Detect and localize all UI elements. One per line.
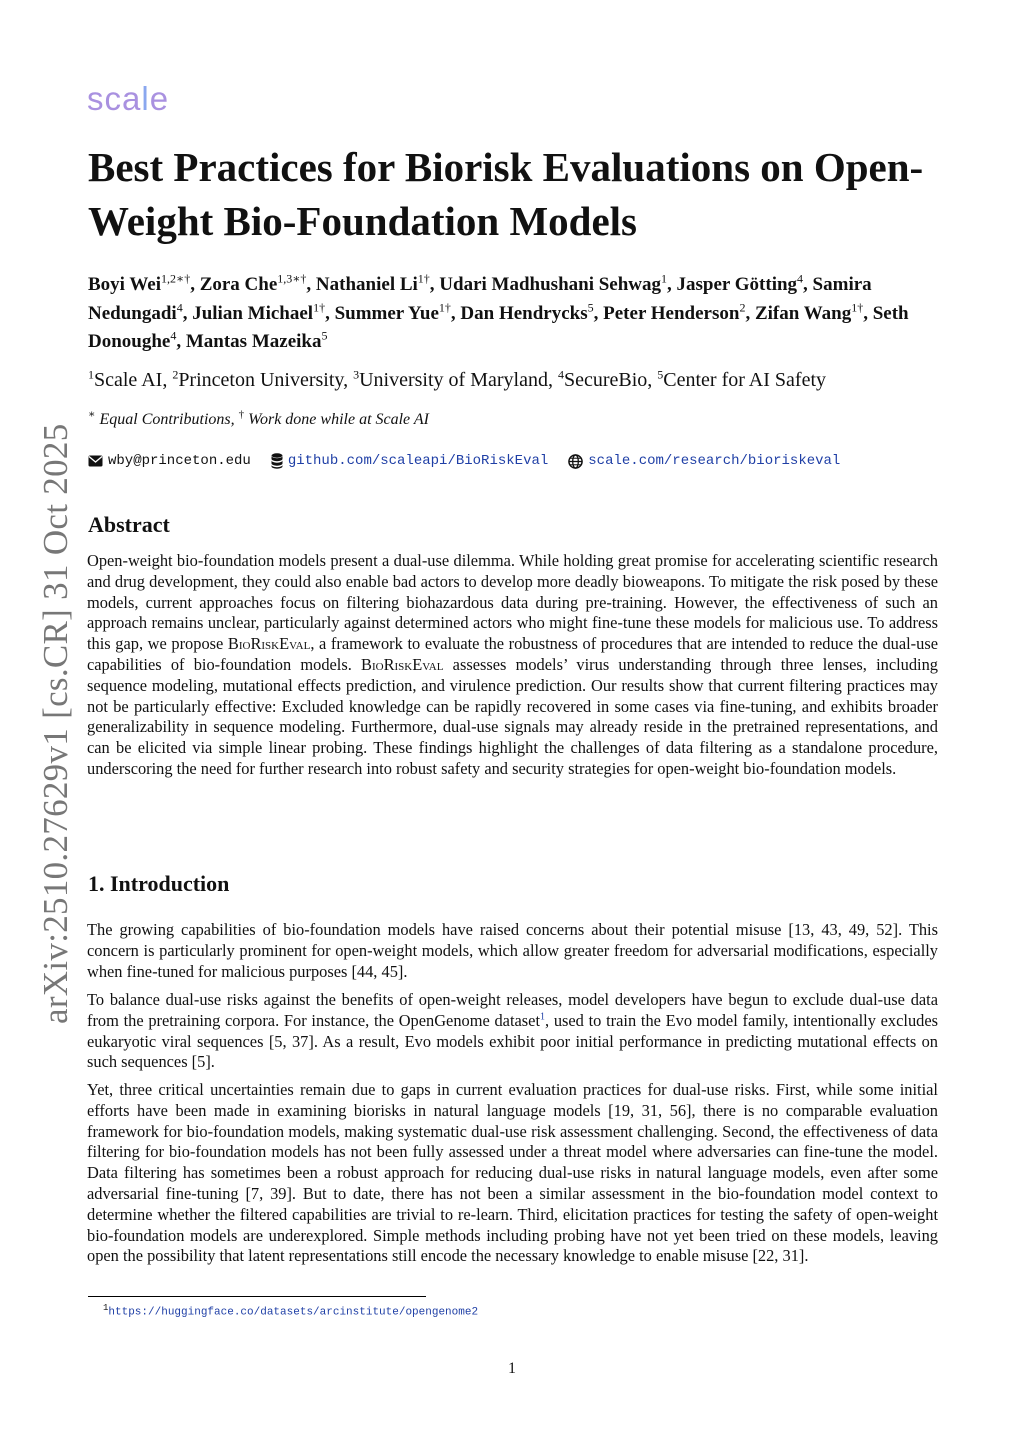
author: Seth Donoughe$^4$ (88, 302, 909, 352)
affiliation: $^3$University of Maryland (353, 367, 548, 391)
globe-icon (568, 454, 583, 469)
affiliation: $^2$Princeton University (172, 367, 344, 391)
framework-name: BioRiskEval (227, 634, 311, 654)
author: Julian Michael$^{1\dagger}$ (192, 300, 326, 324)
abstract-text: Open-weight bio-foundation models present a dual-use dilemma. While holding great promise for accelerating scientific research and drug development, they could also enable bad actors to develop more deadly bioweapons. To mitigate the risk posed by these models, current approaches focus on filtering biohazardous data during pre-training. However, the effectiveness of such an approach remains unclear, particularly against determined actors who might fine-tune these models for malicious use. To address this gap, we propose BioRiskEval, a framework to evaluate the robustness of procedures that are intended to reduce the dual-use capabilities of bio-foundation models. BioRiskEval assesses models’ virus understanding through three lenses, including sequence modeling, mutational effects prediction, and virulence prediction. Our results show that current filtering practices may not be particularly effective: Excluded knowledge can be rapidly recovered in some cases via fine-tuning, and exhibits broader generalizability in sequence modeling. Furthermore, dual-use signals may already reside in the pretrained representations, and can be elicited via simple linear probing. These findings highlight the challenges of data filtering as a standalone procedure, underscoring the need for further research into robust safety and security strategies for open-weight bio-foundation models. (87, 551, 938, 778)
author: Nathaniel $Li^{1\dagger}$ (315, 271, 430, 295)
author: Dan Hendrycks$^5$ (460, 300, 594, 324)
contribution-note: ∗ Equal Contributions, † Work done while at Scale AI (88, 408, 429, 428)
author: Summer Yue$^{1\dagger}$ (334, 300, 451, 324)
affiliations: $^1$Scale AI, $^2$Princeton University, $^3$University of Maryland, $^4$SecureBio, $^5$Center for AI Safety (88, 367, 827, 391)
footnote-marker[interactable]: 1 (540, 1011, 545, 1023)
envelope-icon (88, 455, 103, 467)
paper-title: Best Practices for Biorisk Evaluations on Open-Weight Bio-Foundation Models (88, 144, 924, 244)
page-number: 1 (508, 1360, 516, 1377)
framework-name: BioRiskEval (361, 654, 444, 674)
introduction-heading: 1. Introduction (88, 871, 230, 896)
contact-links (88, 453, 860, 469)
footnote-divider (88, 1296, 426, 1297)
author: Udari Madhushani Sehwag$^1$ (439, 271, 668, 295)
author-list: Boyi Wei$^{1,2∗\dagger}$, Zora Che$^{1,3∗\dagger}$, Nathaniel $Li^{1\dagger}$, Udari Madhushani Sehwag$^1$, Jasper Götting$^4$, Samira Nedungadi$^4$, Julian Michael$^{1\dagger}$, Summer Yue$^{1\dagger}$, Dan Hendrycks$^5$, Peter Henderson$^2$, Zifan Wang$^{1\dagger}$, Seth Donoughe$^4$, Mantas Mazeika$^5$ (88, 271, 909, 352)
intro-paragraph-3: Yet, three critical uncertainties remain due to gaps in current evaluation practices for dual-use risks. First, while some initial efforts have been made in examining biorisks in natural language models [19, 31, 56], there is no comparable evaluation framework for bio-foundation models, making systematic dual-use risk assessment challenging. Second, the effectiveness of data filtering for bio-foundation models has not been fully assessed under a threat model where adversaries can fine-tune the model. Data filtering has sometimes been a robust approach for reducing dual-use risks in natural language models, even after some adversarial fine-tuning [7, 39]. But to date, there has not been a similar assessment in the bio-foundation model context to determine whether the filtered capabilities are trivial to re-learn. Third, elicitation practices for testing the safety of open-weight bio-foundation models are underexplored. Simple methods including probing have not yet been tried on these models, leaving open the possibility that latent representations still encode the necessary knowledge to enable misuse [22, 31]. (87, 1080, 938, 1266)
author: Mantas Mazeika$^5$ (185, 328, 328, 352)
intro-paragraph-1: The growing capabilities of bio-foundation models have raised concerns about their potential misuse [13, 43, 49, 52]. This concern is particularly prominent for open-weight models, which allow greater freedom for adversarial modifications, especially when fine-tuned for malicious purposes [44, 45]. (87, 920, 938, 981)
author: Zifan Wang$^{1\dagger}$ (754, 300, 864, 324)
arxiv-stamp: arXiv:2510.27629v1 [cs.CR] 31 Oct 2025 (36, 423, 75, 1024)
author: Samira Nedungadi$^4$ (88, 274, 872, 324)
github-link[interactable]: github.com/scaleapi/BioRiskEval (287, 453, 549, 469)
author: Jasper Götting$^4$ (676, 271, 804, 295)
affiliation: $^1$Scale AI (88, 367, 163, 391)
website-link[interactable]: scale.com/research/bioriskeval (588, 453, 841, 469)
scale-logo: scale (87, 80, 170, 117)
intro-paragraph-2: To balance dual-use risks against the benefits of open-weight releases, model developers have begun to exclude dual-use data from the pretraining corpora. For instance, the OpenGenome dataset$^1$, used to train the Evo model family, intentionally excludes eukaryotic viral sequences [5, 37]. As a result, Evo models exhibit poor initial performance in predicting mutational effects on such sequences [5]. (87, 990, 938, 1072)
abstract-heading: Abstract (88, 512, 170, 537)
author: Peter Henderson$^2$ (603, 300, 746, 324)
database-icon (271, 453, 283, 469)
affiliation: $^5$Center for AI Safety (657, 367, 827, 391)
footnote: $^1$https://huggingface.co/datasets/arcinstitute/opengenome2 (103, 1303, 479, 1319)
footnote-url[interactable]: https://huggingface.co/datasets/arcinstitute/opengenome2 (108, 1306, 479, 1319)
author: Zora Che$^{1,3∗\dagger}$ (199, 271, 307, 295)
email-link[interactable]: wby@princeton.edu (108, 453, 251, 469)
author: Boyi Wei$^{1,2∗\dagger}$ (88, 271, 191, 295)
affiliation: $^4$SecureBio (557, 367, 648, 391)
